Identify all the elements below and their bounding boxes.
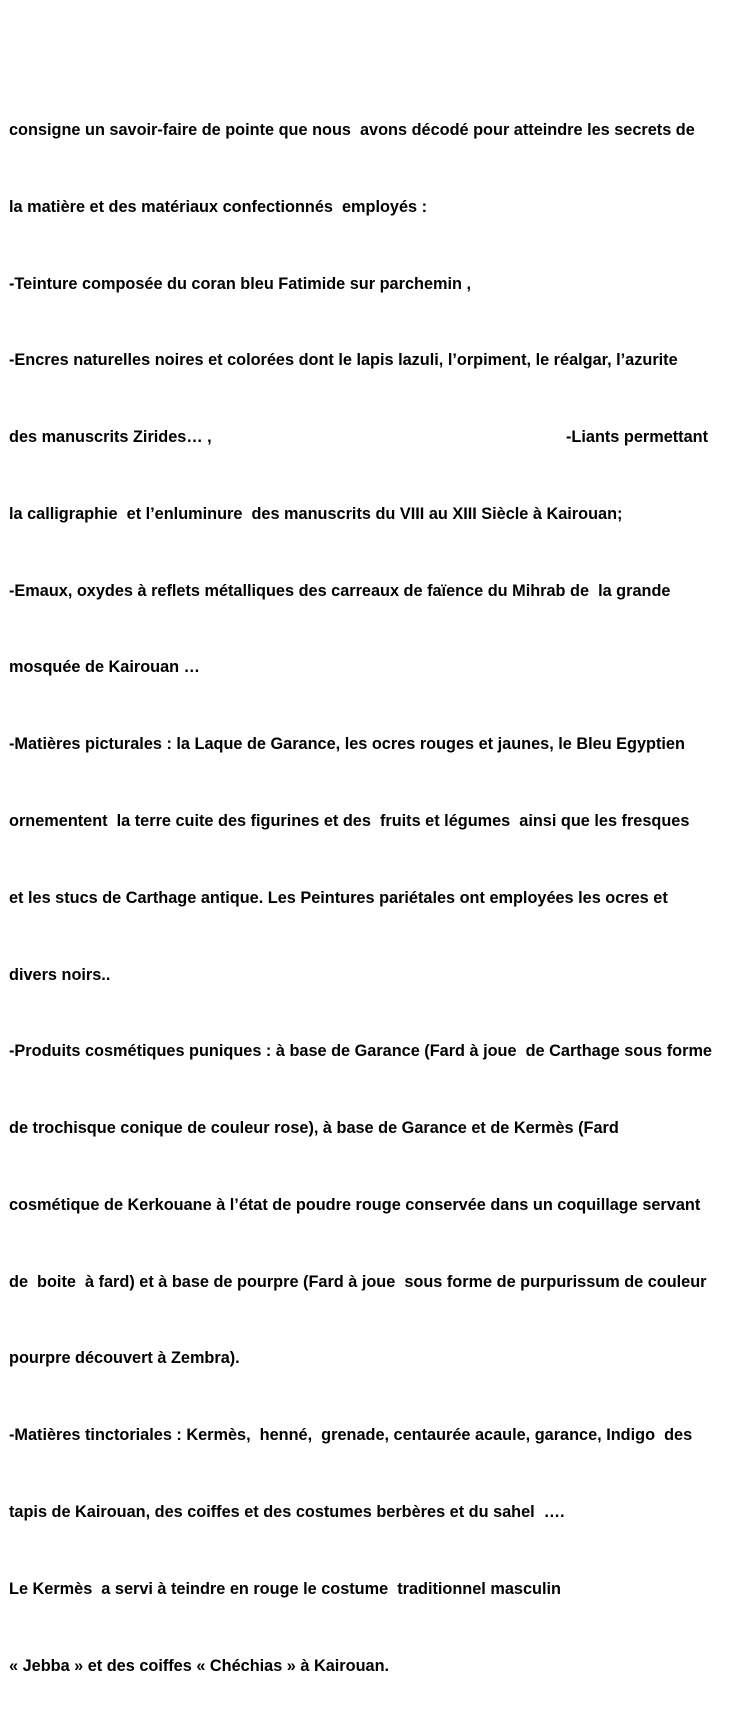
text-line: pourpre découvert à Zembra). — [9, 1349, 240, 1368]
text-line-split — [9, 425, 737, 451]
text-line: et les stucs de Carthage antique. Les Peintures pariétales ont employées les ocres et — [9, 888, 668, 907]
text-line: -Teinture composée du coran bleu Fatimide sur parchemin , — [9, 274, 471, 293]
text-line: -Matières tinctoriales : Kermès, henné, grenade, centaurée acaule, garance, Indigo des — [9, 1426, 693, 1445]
text-line: -Emaux, oxydes à reflets métalliques des carreaux de faïence du Mihrab de la grande — [9, 581, 671, 600]
text-line: mosquée de Kairouan … — [9, 658, 200, 677]
text-line-left: des manuscrits Zirides… , — [9, 428, 212, 447]
text-line: -Produits cosmétiques puniques : à base de Garance (Fard à joue de Carthage sous forme — [9, 1042, 712, 1061]
text-line: « Jebba » et des coiffes « Chéchias » à Kairouan. — [9, 1656, 390, 1675]
text-line: ornementent la terre cuite des figurines et des fruits et légumes ainsi que les fresques — [9, 812, 690, 830]
text-line: la matière et des matériaux confectionnés employés : — [9, 197, 428, 216]
text-line-right: -Liants permettant — [566, 428, 709, 447]
text-line: cosmétique de Kerkouane à l’état de poudre rouge conservée dans un coquillage servant — [9, 1195, 701, 1214]
text-line: tapis de Kairouan, des coiffes et des costumes berbères et du sahel …. — [9, 1503, 565, 1522]
text-line: de boite à fard) et à base de pourpre (Fard à joue sous forme de purpurissum de couleur — [9, 1272, 707, 1291]
text-line: divers noirs.. — [9, 965, 111, 984]
text-line: la calligraphie et l’enluminure des manuscrits du VIII au XIII Siècle à Kairouan; — [9, 504, 623, 523]
text-line: consigne un savoir-faire de pointe que nous avons décodé pour atteindre les secrets de — [9, 120, 695, 139]
document-body — [9, 0, 737, 1730]
text-line: de trochisque conique de couleur rose), à base de Garance et de Kermès (Fard — [9, 1119, 619, 1138]
text-line — [9, 41, 737, 67]
text-line: Le Kermès a servi à teindre en rouge le costume traditionnel masculin — [9, 1579, 561, 1598]
text-line: -Encres naturelles noires et colorées dont le lapis lazuli, l’orpiment, le réalgar, l’azurite — [9, 351, 678, 370]
text-line: -Matières picturales : la Laque de Garance, les ocres rouges et jaunes, le Bleu Egyptien — [9, 735, 685, 754]
